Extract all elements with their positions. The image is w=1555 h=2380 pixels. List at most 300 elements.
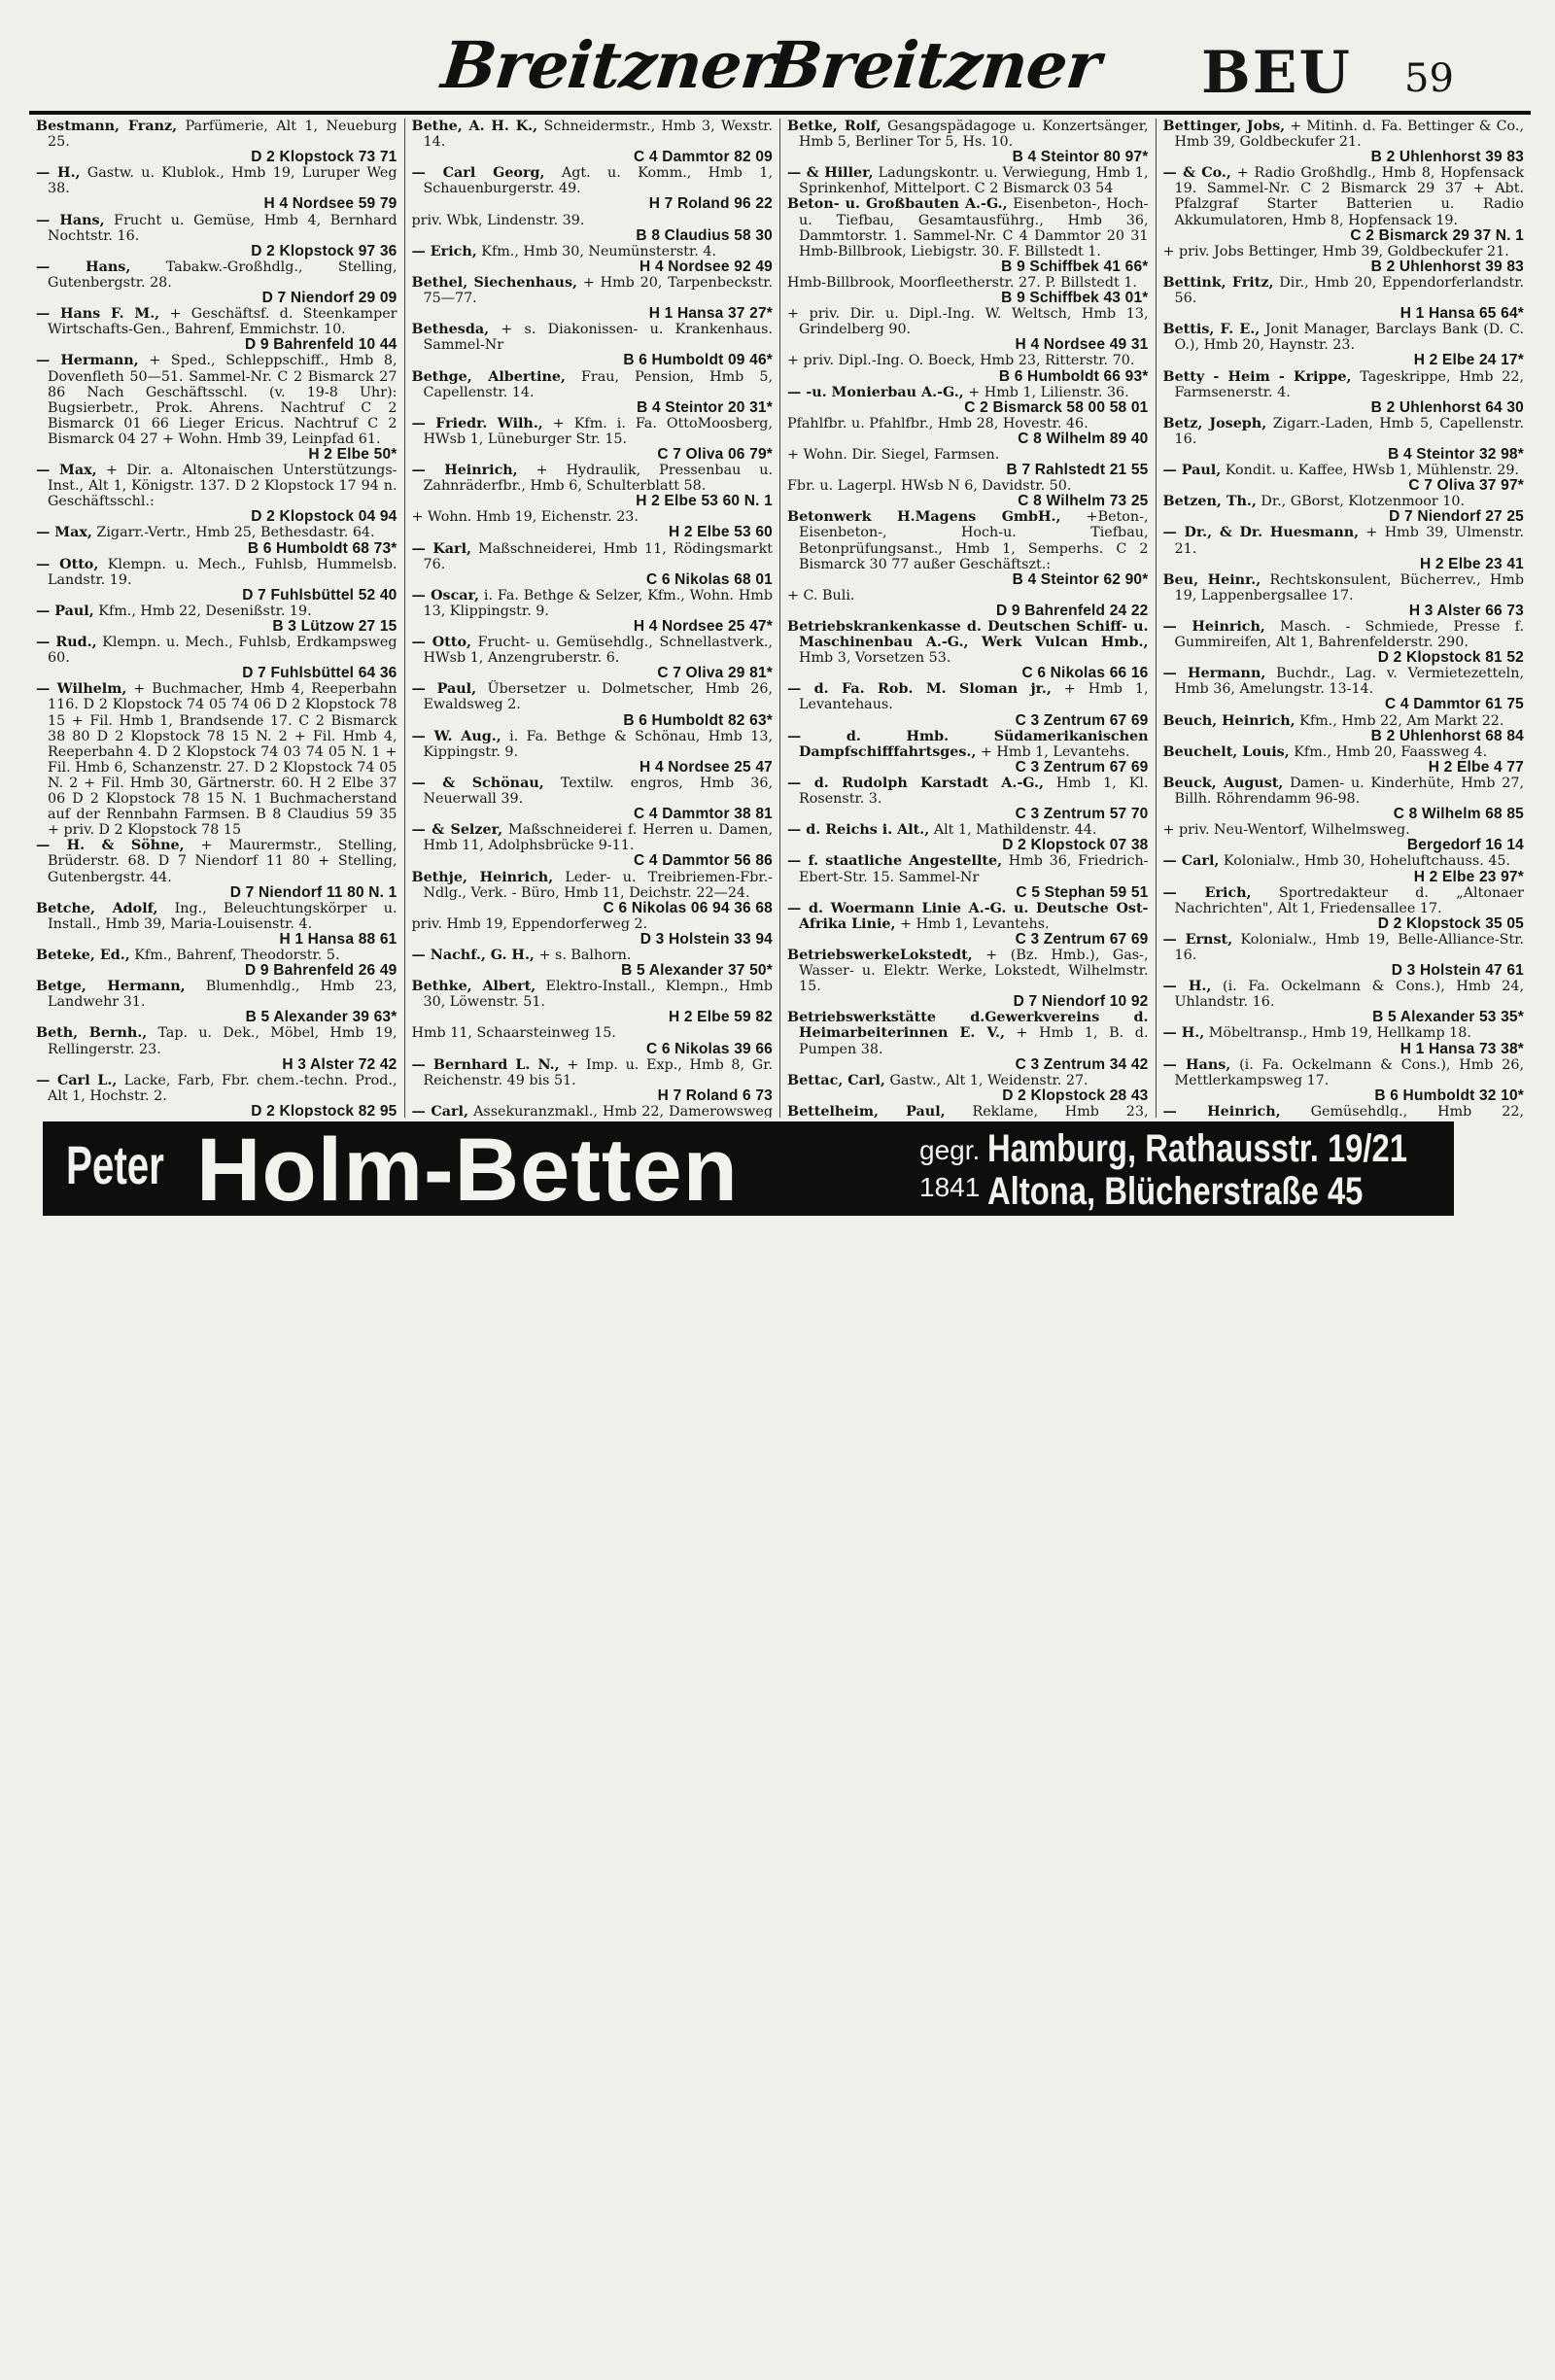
entry-phone: H 1 Hansa 65 64*	[1400, 305, 1524, 323]
entry-address: Sportredakteur d. „Altonaer Nachrichten", Alt 1, Friedensallee 17.	[1174, 884, 1524, 916]
entry-name: Betche, Adolf,	[36, 900, 158, 916]
entry-phone: B 7 Rahlstedt 21 55	[1006, 462, 1149, 479]
entry-phone: C 3 Zentrum 34 42	[1015, 1055, 1149, 1073]
directory-entry	[787, 1104, 1149, 1118]
entry-address: Hmb 36, Friedrich-Ebert-Str. 15. Sammel-Nr	[799, 853, 1149, 885]
entry-name: — Dr., & Dr. Huesmann,	[1162, 525, 1360, 541]
directory-entry	[412, 948, 774, 963]
entry-phone: D 7 Niendorf 29 09	[261, 290, 397, 307]
entry-address: Gastw. u. Klublok., Hmb 19, Luruper Weg 38.	[48, 165, 397, 197]
entry-phone: H 7 Roland 96 22	[648, 195, 773, 213]
directory-entry	[412, 369, 774, 400]
directory-entry	[412, 870, 774, 901]
entry-address: + Hmb 1, Levantehs.	[980, 743, 1130, 760]
directory-entry	[36, 1073, 397, 1104]
directory-entry	[412, 1025, 774, 1041]
entry-name: — Karl,	[411, 540, 471, 557]
entry-phone: D 9 Bahrenfeld 24 22	[996, 602, 1149, 619]
entry-name: — d. Fa. Rob. M. Sloman jr.,	[787, 681, 1052, 698]
entry-address: + Hmb 1, Levantehs.	[900, 915, 1050, 932]
entry-phone: B 4 Steintor 20 31*	[637, 398, 773, 416]
entry-phone: H 2 Elbe 50*	[308, 445, 397, 463]
directory-entry	[1163, 119, 1525, 150]
entry-phone: D 3 Holstein 47 61	[1391, 962, 1524, 980]
entry-name: — & Co.,	[1162, 165, 1231, 182]
directory-entry	[36, 838, 397, 884]
entry-address: + priv. Dipl.-Ing. O. Boeck, Hmb 23, Ritterstr. 70.	[787, 353, 1135, 369]
entry-name: BetriebswerkeLokstedt,	[787, 947, 973, 963]
entry-address: priv. Wbk, Lindenstr. 39.	[411, 212, 585, 228]
directory-entry	[36, 901, 397, 932]
entry-address: + Wohn. Hmb 19, Eichenstr. 23.	[411, 509, 639, 526]
entry-address: Jonit Manager, Barclays Bank (D. C. O.), Hmb 20, Haynstr. 23.	[1174, 322, 1524, 354]
entry-address: + Hmb 39, Ulmenstr. 21.	[1174, 525, 1525, 557]
entry-phone: D 3 Holstein 33 94	[639, 930, 773, 948]
entry-address: Agt. u. Komm., Hmb 1, Schauenburgerstr. 49.	[423, 165, 773, 197]
header-rule	[29, 111, 1531, 115]
entry-name: — Hans,	[36, 259, 131, 275]
directory-entry	[787, 353, 1149, 368]
entry-address: i. Fa. Bethge & Selzer, Kfm., Wohn. Hmb 13, Klippingstr. 9.	[423, 587, 773, 619]
entry-address: Elektro-Install., Klempn., Hmb 30, Löwenstr. 51.	[423, 979, 773, 1011]
entry-address: Schneidermstr., Hmb 3, Wexstr. 14.	[423, 119, 773, 151]
directory-entry	[787, 776, 1149, 807]
entry-phone: B 2 Uhlenhorst 39 83	[1370, 149, 1524, 166]
entry-phone: C 6 Nikolas 66 16	[1021, 665, 1149, 682]
entry-name: — Otto,	[411, 635, 471, 651]
directory-entry	[1163, 1104, 1525, 1118]
entry-address: (i. Fa. Ockelmann & Cons.), Hmb 26, Mettlerkampsweg 17.	[1174, 1056, 1525, 1088]
entry-phone: C 3 Zentrum 67 69	[1015, 758, 1149, 776]
page-header	[0, 0, 1555, 113]
entry-name: — Paul,	[411, 681, 477, 698]
entry-phone: B 5 Alexander 53 35*	[1372, 1009, 1524, 1026]
entry-address: Frucht- u. Gemüsehdlg., Schnellastverk., HWsb 1, Anzengruberstr. 6.	[423, 635, 774, 667]
entry-phone: C 8 Wilhelm 89 40	[1018, 430, 1149, 447]
entry-address: Textilw. engros, Hmb 36, Neuerwall 39.	[423, 775, 773, 808]
directory-entry	[787, 447, 1149, 463]
entry-phone: B 4 Steintor 62 90*	[1012, 570, 1149, 588]
page-number: 59	[1404, 56, 1454, 101]
entry-name: Betge, Hermann,	[36, 979, 186, 995]
directory-entry	[36, 604, 397, 619]
directory-entry	[1163, 463, 1525, 478]
entry-name: — W. Aug.,	[411, 728, 501, 744]
entry-address: + Imp. u. Exp., Hmb 8, Gr. Reichenstr. 49 bis 51.	[423, 1056, 774, 1088]
entry-name: Betriebswerkstätte d.Gewerkvereins d. Heimarbeiterinnen E. V.,	[787, 1010, 1149, 1042]
entry-address: Kfm., Hmb 30, Neumünsterstr. 4.	[481, 243, 717, 259]
entry-phone: C 3 Zentrum 67 69	[1015, 711, 1149, 729]
column-1	[29, 119, 404, 1118]
entry-address: + s. Diakonissen- u. Krankenhaus. Sammel-Nr	[423, 322, 773, 354]
entry-phone: H 4 Nordsee 92 49	[639, 258, 773, 275]
entry-phone: C 8 Wilhelm 73 25	[1018, 493, 1149, 510]
entry-name: — Max,	[36, 525, 92, 541]
directory-entry	[1163, 822, 1525, 838]
directory-entry	[412, 776, 774, 807]
entry-address: Fbr. u. Lagerpl. HWsb N 6, Davidstr. 50.	[787, 478, 1072, 495]
directory-entry	[1163, 776, 1525, 807]
entry-address: Zigarr.-Laden, Hmb 5, Capellenstr. 16.	[1174, 415, 1524, 447]
entry-name: — d. Reichs i. Alt.,	[787, 822, 930, 839]
entry-phone: C 4 Dammtor 82 09	[634, 149, 773, 166]
directory-entry	[36, 306, 397, 337]
entry-name: Betke, Rolf,	[787, 119, 881, 134]
entry-name: Betriebskrankenkasse d. Deutschen Schiff- u. Maschinenbau A.-G., Werk Vulcan Hmb.,	[787, 619, 1149, 651]
directory-entry	[787, 275, 1149, 291]
entry-address: Kfm., Hmb 22, Desenißstr. 19.	[98, 603, 312, 619]
entry-address: Reklame, Hmb 23,	[972, 1103, 1149, 1118]
entry-address: Rechtskonsulent, Bücherrev., Hmb 19, Lappenbergsallee 17.	[1174, 571, 1525, 604]
directory-entry	[412, 463, 774, 494]
entry-phone: H 2 Elbe 53 60 N. 1	[636, 493, 773, 510]
entry-name: — H. & Söhne,	[36, 838, 185, 854]
directory-entry	[1163, 932, 1525, 963]
entry-name: — Erich,	[1162, 884, 1252, 901]
entry-address: Kolonialw., Hmb 19, Belle-Alliance-Str. 16.	[1174, 931, 1525, 963]
entry-address: Hmb 11, Schaarsteinweg 15.	[411, 1025, 616, 1042]
entry-phone: H 2 Elbe 23 97*	[1413, 868, 1524, 885]
entry-address: Maßschneiderei, Hmb 11, Rödingsmarkt 76.	[423, 540, 774, 572]
entry-address: + Dir. a. Altonaischen Unterstützungs-Inst., Alt 1, Königstr. 137. D 2 Klopstock 17 94 n. Geschäftsschl.:	[48, 463, 397, 510]
ad-address-hamburg: Hamburg, Rathausstr. 19/21	[987, 1127, 1408, 1170]
directory-entry	[787, 948, 1149, 994]
directory-entry	[787, 478, 1149, 494]
entry-name: — Hermann,	[1162, 666, 1266, 682]
entry-phone: D 7 Niendorf 11 80 N. 1	[229, 883, 397, 901]
entry-name: — -u. Monierbau A.-G.,	[787, 384, 964, 400]
entry-phone: C 8 Wilhelm 68 85	[1393, 806, 1524, 823]
entry-name: — Wilhelm,	[36, 681, 127, 698]
entry-address: Kondit. u. Kaffee, HWsb 1, Mühlenstr. 29.	[1225, 463, 1519, 479]
entry-phone: B 9 Schiffbek 43 01*	[1001, 290, 1149, 307]
entry-phone: D 7 Fuhlsbüttel 64 36	[242, 665, 397, 682]
entry-phone: C 7 Oliva 06 79*	[657, 445, 773, 463]
entry-name: Bettinger, Jobs,	[1162, 119, 1286, 134]
entry-phone: D 2 Klopstock 81 52	[1377, 649, 1524, 667]
entry-address: + Mitinh. d. Fa. Bettinger & Co., Hmb 39, Goldbeckufer 21.	[1174, 119, 1524, 151]
directory-entry	[787, 822, 1149, 838]
entry-phone: B 2 Uhlenhorst 68 84	[1370, 727, 1524, 744]
entry-phone: H 2 Elbe 59 82	[668, 1009, 773, 1026]
directory-entry	[1163, 744, 1525, 760]
entry-address: Frucht u. Gemüse, Hmb 4, Bernhard Nochtstr. 16.	[48, 212, 397, 244]
directory-entry	[36, 979, 397, 1010]
entry-phone: B 6 Humboldt 68 73*	[247, 539, 397, 557]
entry-address: Übersetzer u. Dolmetscher, Hmb 26, Ewaldsweg 2.	[423, 681, 773, 713]
entry-address: + Radio Großhdlg., Hmb 8, Hopfensack 19. Sammel-Nr. C 2 Bismarck 29 37 + Abt. Pfalzgraf Starter Batterien u. Radio Akkumulatoren, Hmb 8, Hopfensack 19.	[1174, 165, 1525, 228]
entry-name: Bethesda,	[411, 322, 490, 338]
entry-name: — d. Hmb. Südamerikanischen Dampfschifffahrtsges.,	[787, 728, 1149, 760]
entry-phone: H 2 Elbe 4 77	[1428, 758, 1524, 776]
entry-phone: D 2 Klopstock 28 43	[1002, 1087, 1149, 1104]
entry-name: Beteke, Ed.,	[36, 947, 130, 963]
directory-entry	[412, 1104, 774, 1118]
entry-address: Hmb 1, Kl. Rosenstr. 3.	[799, 775, 1149, 808]
entry-address: Alt 1, Mathildenstr. 44.	[933, 822, 1097, 839]
logo-right: Breitzner	[763, 27, 1104, 103]
entry-name: Beth, Bernh.,	[36, 1025, 148, 1042]
entry-address: + Hydraulik, Pressenbau u. Zahnräderfbr., Hmb 6, Schulterblatt 58.	[423, 463, 774, 495]
entry-name: Betty - Heim - Krippe,	[1162, 368, 1352, 385]
entry-name: — Heinrich,	[411, 463, 518, 479]
directory-entry	[1163, 666, 1525, 697]
entry-address: Kolonialw., Hmb 30, Hoheluftchauss. 45.	[1223, 853, 1511, 870]
entry-phone: B 2 Uhlenhorst 64 30	[1370, 398, 1524, 416]
directory-entry	[787, 416, 1149, 431]
entry-address: + priv. Jobs Bettinger, Hmb 39, Goldbeckufer 21.	[1162, 243, 1509, 259]
directory-entry	[1163, 416, 1525, 447]
entry-phone: D 9 Bahrenfeld 26 49	[245, 962, 397, 980]
directory-entry	[412, 275, 774, 306]
entry-name: — Max,	[36, 463, 97, 479]
entry-address: priv. Hmb 19, Eppendorferweg 2.	[411, 915, 648, 932]
entry-name: Beu, Heinr.,	[1162, 571, 1261, 588]
entry-phone: B 6 Humboldt 66 93*	[998, 367, 1149, 385]
entry-phone: H 4 Nordsee 49 31	[1015, 336, 1149, 354]
directory-entry	[36, 213, 397, 244]
entry-address: + (Bz. Hmb.), Gas-, Wasser- u. Elektr. Werke, Lokstedt, Wilhelmstr. 15.	[799, 947, 1149, 995]
directory-entry	[1163, 885, 1525, 916]
entry-address: Buchdr., Lag. v. Vermietezetteln, Hmb 36, Amelungstr. 13-14.	[1174, 666, 1524, 698]
directory-entry	[1163, 494, 1525, 509]
entry-phone: C 3 Zentrum 67 69	[1015, 930, 1149, 948]
entry-address: Maßschneiderei f. Herren u. Damen, Hmb 11, Adolphsbrücke 9-11.	[423, 822, 774, 854]
entry-phone: D 7 Fuhlsbüttel 52 40	[242, 586, 397, 604]
entry-name: — Heinrich,	[1162, 1103, 1281, 1118]
directory-entry	[787, 901, 1149, 932]
entry-name: — Otto,	[36, 556, 99, 572]
entry-phone: H 2 Elbe 53 60	[668, 524, 773, 541]
entry-phone: H 3 Alster 66 73	[1408, 602, 1524, 619]
entry-phone: H 1 Hansa 37 27*	[648, 305, 773, 323]
entry-address: Kfm., Bahrenf, Theodorstr. 5.	[134, 947, 340, 963]
directory-entry	[36, 948, 397, 963]
entry-name: — Erich,	[411, 243, 477, 259]
entry-name: — Carl,	[1162, 853, 1220, 870]
entry-name: — Hans,	[1162, 1056, 1231, 1073]
entry-phone: D 9 Bahrenfeld 10 44	[245, 336, 397, 354]
entry-phone: C 6 Nikolas 39 66	[645, 1040, 773, 1057]
entry-address: + s. Balhorn.	[538, 947, 632, 963]
directory-entry	[787, 729, 1149, 760]
entry-phone: C 2 Bismarck 29 37 N. 1	[1350, 226, 1524, 244]
advertisement-banner	[43, 1121, 1454, 1216]
entry-address: Dr., GBorst, Klotzenmoor 10.	[1261, 494, 1465, 510]
entry-address: Tabakw.-Großhdlg., Stelling, Gutenbergstr. 28.	[48, 259, 397, 291]
entry-address: + Wohn. Dir. Siegel, Farmsen.	[787, 446, 1000, 463]
directory-entry	[412, 541, 774, 572]
entry-address: Hmb 3, Vorsetzen 53.	[799, 650, 951, 667]
entry-phone: B 6 Humboldt 82 63*	[623, 711, 773, 729]
entry-address: + priv. Dir. u. Dipl.-Ing. W. Weltsch, Hmb 13, Grindelberg 90.	[787, 306, 1149, 338]
ad-founded-year: 1841	[919, 1172, 981, 1202]
directory-entry	[1163, 572, 1525, 604]
directory-entry	[412, 979, 774, 1010]
directory-entry	[1163, 853, 1525, 869]
entry-phone: H 4 Nordsee 59 79	[263, 195, 397, 213]
directory-entry	[36, 1025, 397, 1056]
directory-entry	[1163, 244, 1525, 259]
entry-name: — Carl Georg,	[411, 165, 545, 182]
directory-entry	[1163, 1057, 1525, 1088]
entry-address: Damen- u. Kinderhüte, Hmb 27, Billh. Röhrendamm 96-98.	[1174, 775, 1525, 808]
directory-entry	[412, 681, 774, 712]
entry-phone: C 6 Nikolas 06 94 36 68	[603, 899, 773, 916]
directory-entry	[36, 119, 397, 150]
directory-entry	[1163, 322, 1525, 353]
ad-address-altona: Altona, Blücherstraße 45	[987, 1170, 1364, 1213]
column-3	[779, 119, 1156, 1118]
entry-name: — Hermann,	[36, 353, 139, 369]
entry-address: Assekuranzmakl., Hmb 22, Damerowsweg	[473, 1103, 774, 1118]
entry-phone: B 5 Alexander 37 50*	[621, 962, 773, 980]
entry-phone: C 6 Nikolas 68 01	[645, 570, 773, 588]
entry-name: — f. staatliche Angestellte,	[787, 853, 1003, 870]
entry-address: +Beton-, Eisenbeton-, Hoch-u. Tiefbau, Betonprüfungsanst., Hmb 1, Semperhs. C 2 Bismarck 30 77 außer Geschäftszt.:	[799, 509, 1149, 572]
entry-name: — & Schönau,	[411, 775, 544, 791]
entry-address: + Geschäftsf. d. Steenkamper Wirtschafts-Gen., Bahrenf, Emmichstr. 10.	[48, 306, 397, 338]
entry-name: Bettac, Carl,	[787, 1072, 885, 1088]
entry-name: — Bernhard L. N.,	[411, 1056, 560, 1073]
directory-entry	[36, 259, 397, 291]
entry-address: Kfm., Hmb 20, Faassweg 4.	[1294, 743, 1488, 760]
entry-address: + Hmb 1, Levantehaus.	[799, 681, 1149, 713]
column-4	[1156, 119, 1532, 1118]
entry-address: Hmb-Billbrook, Moorfleetherstr. 27. P. Billstedt 1.	[787, 274, 1137, 291]
directory-entry	[1163, 165, 1525, 227]
entry-name: — Hans,	[36, 212, 105, 228]
entry-address: (i. Fa. Ockelmann & Cons.), Hmb 24, Uhlandstr. 16.	[1174, 979, 1524, 1011]
entry-address: Tageskrippe, Hmb 22, Farmsenerstr. 4.	[1174, 368, 1525, 400]
directory-entry	[787, 681, 1149, 712]
entry-address: Kfm., Hmb 22, Am Markt 22.	[1299, 712, 1504, 729]
entry-address: Dir., Hmb 20, Eppendorferlandstr. 56.	[1174, 274, 1525, 307]
entry-phone: H 4 Nordsee 25 47	[639, 758, 773, 776]
entry-phone: C 3 Zentrum 57 70	[1015, 806, 1149, 823]
directory-entry	[412, 916, 774, 932]
directory-entry	[412, 588, 774, 619]
directory-entry	[36, 463, 397, 509]
directory-entry	[787, 1010, 1149, 1056]
entry-phone: H 2 Elbe 24 17*	[1413, 352, 1524, 369]
entry-phone: C 7 Oliva 29 81*	[657, 665, 773, 682]
entry-name: Beuchelt, Louis,	[1162, 743, 1290, 760]
entry-phone: D 7 Niendorf 27 25	[1389, 508, 1524, 526]
entry-address: Tap. u. Dek., Möbel, Hmb 19, Rellingerstr. 23.	[48, 1025, 397, 1057]
entry-name: — Nachf., G. H.,	[411, 947, 535, 963]
entry-name: — H.,	[1162, 979, 1212, 995]
directory-entry	[787, 1073, 1149, 1088]
directory-entry	[787, 853, 1149, 884]
entry-address: + Hmb 1, Lilienstr. 36.	[968, 384, 1129, 400]
entry-address: Ing., Beleuchtungskörper u. Install., Hmb 39, Maria-Louisenstr. 4.	[48, 900, 397, 932]
entry-name: Beuch, Heinrich,	[1162, 712, 1296, 729]
directory-entry	[1163, 619, 1525, 650]
directory-columns	[29, 119, 1531, 1118]
entry-phone: B 4 Steintor 80 97*	[1012, 149, 1149, 166]
directory-entry	[787, 509, 1149, 571]
directory-entry	[36, 635, 397, 666]
entry-name: — d. Woermann Linie A.-G. u. Deutsche Ost-Afrika Linie,	[787, 900, 1149, 932]
entry-name: — & Selzer,	[411, 822, 503, 839]
entry-address: Blumenhdlg., Hmb 23, Landwehr 31.	[48, 979, 397, 1011]
entry-address: Eisenbeton-, Hoch- u. Tiefbau, Gesamtausführg., Hmb 36, Dammtorstr. 1. Sammel-Nr. C 4 Dammtor 20 31 Hmb-Billbrook, Liebigstr. 30. F. Billstedt 1.	[799, 196, 1149, 259]
entry-phone: H 2 Elbe 23 41	[1419, 555, 1524, 572]
entry-name: Bettelheim, Paul,	[787, 1103, 946, 1118]
entry-name: — Carl L.,	[36, 1072, 118, 1088]
entry-address: + Buchmacher, Hmb 4, Reeperbahn 116. D 2 Klopstock 74 05 74 06 D 2 Klopstock 78 15 + Fil. Hmb 1, Brandsende 17. C 2 Bismarck 38 80 D 2 Klopstock 78 15 N. 2 + Fil. Hmb 4, Reeperbahn 4. D 2 Klopstock 74 03 74 05 N. 1 + Fil. Hmb 6, Schanzenstr. 27. D 2 Klopstock 74 05 N. 2 + Fil. Hmb 30, Gärtnerstr. 60. H 2 Elbe 37 06 D 2 Klopstock 78 15 N. 1 Buchmacherstand auf der Rennbahn Farmsen. B 8 Claudius 59 35 + priv. D 2 Klopstock 78 15	[48, 681, 397, 839]
directory-entry	[36, 353, 397, 447]
entry-address: Pfahlfbr. u. Pfahlfbr., Hmb 28, Hovestr. 46.	[787, 415, 1088, 431]
entry-name: Bestmann, Franz,	[36, 119, 178, 134]
entry-name: Bethge, Albertine,	[411, 368, 566, 385]
directory-entry	[787, 119, 1149, 150]
entry-address: Leder- u. Treibriemen-Fbr.-Ndlg., Verk. - Büro, Hmb 11, Deichstr. 22—24.	[423, 869, 773, 901]
entry-phone: H 1 Hansa 73 38*	[1400, 1040, 1524, 1057]
entry-phone: B 6 Humboldt 32 10*	[1374, 1087, 1524, 1104]
entry-name: — H.,	[1162, 1025, 1205, 1042]
directory-entry	[412, 1057, 774, 1088]
directory-entry	[787, 588, 1149, 604]
entry-address: + Hmb 20, Tarpenbeckstr. 75—77.	[423, 274, 774, 307]
entry-name: Bethe, A. H. K.,	[411, 119, 538, 134]
directory-entry	[412, 509, 774, 525]
entry-address: Gastw., Alt 1, Weidenstr. 27.	[889, 1072, 1088, 1088]
entry-phone: H 1 Hansa 88 61	[279, 930, 397, 948]
directory-entry	[36, 525, 397, 540]
directory-entry	[412, 322, 774, 353]
entry-address: i. Fa. Bethge & Schönau, Hmb 13, Kippingstr. 9.	[423, 728, 774, 760]
entry-phone: D 2 Klopstock 35 05	[1377, 914, 1524, 932]
entry-address: Parfümerie, Alt 1, Neueburg 25.	[48, 119, 397, 151]
entry-phone: B 2 Uhlenhorst 39 83	[1370, 258, 1524, 275]
entry-name: Betz, Joseph,	[1162, 415, 1267, 431]
ad-founded-label: gegr.	[919, 1135, 981, 1165]
entry-address: + C. Buli.	[787, 587, 855, 604]
entry-address: Frau, Pension, Hmb 5, Capellenstr. 14.	[423, 368, 773, 400]
entry-name: — Carl,	[411, 1103, 468, 1118]
entry-name: — Ernst,	[1162, 931, 1233, 948]
entry-phone: H 3 Alster 72 42	[282, 1055, 397, 1073]
directory-entry	[787, 619, 1149, 666]
directory-entry	[1163, 713, 1525, 729]
entry-phone: H 4 Nordsee 25 47*	[633, 618, 773, 635]
directory-entry	[412, 119, 774, 150]
entry-address: Ladungskontr. u. Verwiegung, Hmb 1, Sprinkenhof, Mittelport. C 2 Bismarck 03 54	[799, 165, 1149, 197]
directory-entry	[787, 385, 1149, 400]
directory-entry	[787, 196, 1149, 259]
entry-phone: D 2 Klopstock 82 95	[251, 1102, 397, 1118]
entry-phone: D 2 Klopstock 07 38	[1002, 837, 1149, 854]
entry-phone: B 6 Humboldt 09 46*	[623, 352, 773, 369]
directory-entry	[1163, 525, 1525, 556]
entry-address: Klempn. u. Mech., Fuhlsb, Hummelsb. Landstr. 19.	[48, 556, 397, 588]
entry-name: — Paul,	[1162, 463, 1222, 479]
entry-name: — & Hiller,	[787, 165, 874, 182]
entry-name: Beuck, August,	[1162, 775, 1284, 791]
entry-address: + Sped., Schleppschiff., Hmb 8, Dovenfleth 50—51. Sammel-Nr. C 2 Bismarck 27 86 Nach Geschäftsschl. (v. 19-8 Uhr): Bugsierbetr., Prok. Ahrens. Nachtruf C 2 Bismarck 01 66 Lieger Ericus. Nachtruf C 2 Bismarck 04 27 + Wohn. Hmb 39, Leinpfad 61.	[48, 353, 397, 447]
entry-address: Gesangspädagoge u. Konzertsänger, Hmb 5, Berliner Tor 5, Hs. 10.	[799, 119, 1149, 151]
ad-first-name: Peter	[66, 1134, 164, 1195]
entry-phone: D 2 Klopstock 04 94	[251, 508, 397, 526]
entry-phone: C 5 Stephan 59 51	[1016, 883, 1149, 901]
entry-address: + Kfm. i. Fa. OttoMoosberg, HWsb 1, Lüneburger Str. 15.	[423, 415, 773, 447]
entry-name: Bethke, Albert,	[411, 979, 536, 995]
directory-entry	[1163, 1025, 1525, 1041]
entry-address: Möbeltransp., Hmb 19, Hellkamp 18.	[1208, 1025, 1471, 1042]
entry-phone: Bergedorf 16 14	[1406, 837, 1524, 854]
